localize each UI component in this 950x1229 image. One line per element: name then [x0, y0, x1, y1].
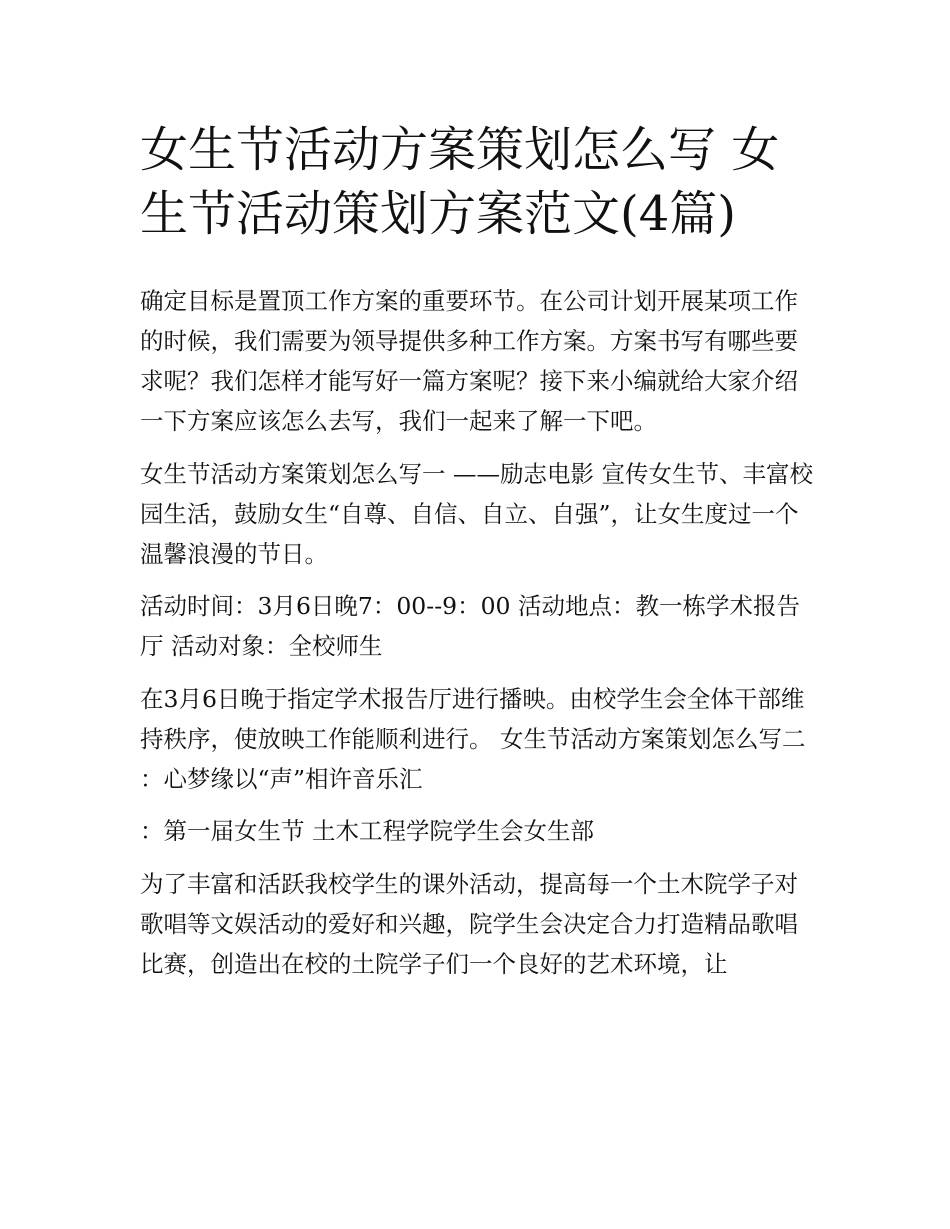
paragraph-intro: 确定目标是置顶工作方案的重要环节。在公司计划开展某项工作的时候，我们需要为领导提供多种工作方案。方案书写有哪些要求呢？我们怎样才能写好一篇方案呢？接下来小编就给大家介绍一下方案应该怎么去写，我们一起来了解一下吧。 — [140, 287, 798, 435]
paragraph-screening: 在3月6日晚于指定学术报告厅进行播映。由校学生会全体干部维持秩序，使放映工作能顺利进行。 女生节活动方案策划怎么写二 ：心梦缘以“声”相许音乐汇 — [140, 684, 806, 793]
document-body — [140, 281, 820, 996]
paragraph-event-details: 活动时间：3月6日晚7：00--9：00 活动地点：教一栋学术报告厅 活动对象：全校师生 — [140, 592, 800, 660]
paragraph-organizer: ：第一届女生节 土木工程学院学生会女生部 — [140, 817, 594, 845]
paragraph-music-event: 为了丰富和活跃我校学生的课外活动，提高每一个土木院学子对歌唱等文娱活动的爱好和兴趣，院学生会决定合力打造精品歌唱比赛，创造出在校的土院学子们一个良好的艺术环境，让 — [140, 869, 798, 978]
paragraph-plan-one: 女生节活动方案策划怎么写一 ——励志电影 宣传女生节、丰富校园生活，鼓励女生“自尊、自信、自立、自强”，让女生度过一个温馨浪漫的节日。 — [140, 459, 813, 568]
document-title: 女生节活动方案策划怎么写 女生节活动策划方案范文(4篇) — [140, 122, 780, 242]
